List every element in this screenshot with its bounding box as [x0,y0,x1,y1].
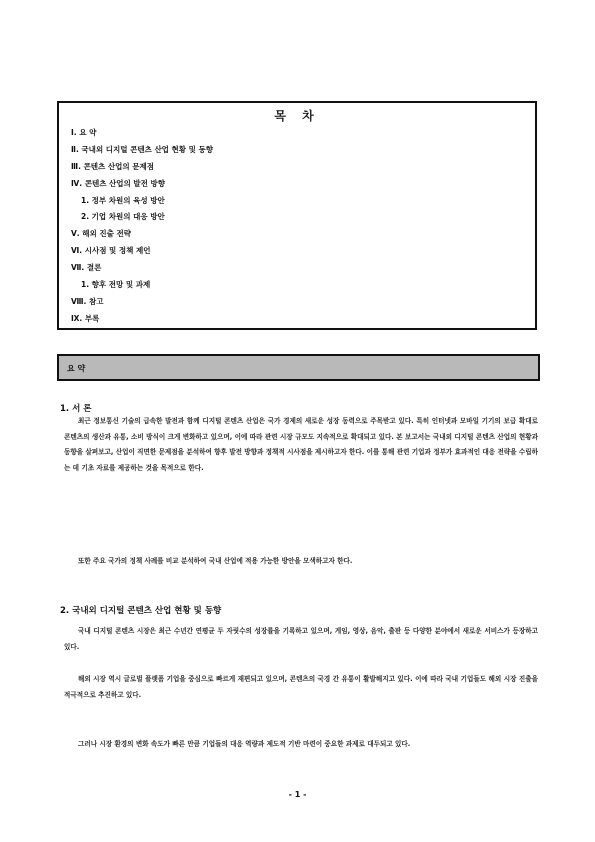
toc-item: Ⅵ. 시사점 및 정책 제언 [71,246,151,256]
body-paragraph: 또한 주요 국가의 정책 사례를 비교 분석하여 국내 산업에 적용 가능한 방안을 모색하고자 한다. [78,557,353,565]
toc-item: 1. 정부 차원의 육성 방안 [81,195,165,205]
section-heading: 1. 서 론 [60,404,92,414]
body-paragraph: 해외 시장 역시 글로벌 플랫폼 기업을 중심으로 빠르게 재편되고 있으며, 콘텐츠의 국경 간 유통이 활발해지고 있다. 이에 따라 국내 기업들도 해외 시장 진출을 적극적으로 추진하고 있다. [64,675,538,699]
toc-item: Ⅷ. 참고 [71,296,104,306]
toc-item: Ⅱ. 국내외 디지털 콘텐츠 산업 현황 및 동향 [71,144,213,154]
page-number: - 1 - [288,790,307,799]
toc-item: Ⅶ. 결론 [71,263,102,273]
toc-list [71,125,523,328]
abstract-label: 요 약 [67,364,86,373]
section-heading: 2. 국내외 디지털 콘텐츠 산업 현황 및 동향 [60,606,222,616]
abstract-header [57,354,540,381]
toc-item: Ⅲ. 콘텐츠 산업의 문제점 [71,161,154,171]
toc-item: Ⅳ. 콘텐츠 산업의 발전 방향 [71,178,165,188]
toc-item: 2. 기업 차원의 대응 방안 [81,212,165,222]
body-paragraph: 국내 디지털 콘텐츠 시장은 최근 수년간 연평균 두 자릿수의 성장률을 기록하고 있으며, 게임, 영상, 음악, 출판 등 다양한 분야에서 새로운 서비스가 등장하고 있다. [64,627,538,651]
toc-item: 1. 향후 전망 및 과제 [81,280,151,290]
body-paragraph: 그러나 시장 환경의 변화 속도가 빠른 만큼 기업들의 대응 역량과 제도적 기반 마련이 중요한 과제로 대두되고 있다. [78,740,411,748]
toc-item: Ⅸ. 부록 [71,313,100,323]
toc-item: Ⅰ. 요 약 [71,128,97,137]
toc-title: 목 차 [274,109,320,123]
table-of-contents [57,101,537,330]
toc-item: Ⅴ. 해외 진출 전략 [71,229,131,239]
body-paragraph: 최근 정보통신 기술의 급속한 발전과 함께 디지털 콘텐츠 산업은 국가 경제의 새로운 성장 동력으로 주목받고 있다. 특히 인터넷과 모바일 기기의 보급 확대로 콘텐츠의 생산과 유통, 소비 방식이 크게 변화하고 있으며, 이에 따라 관련 시장 규모도 지속적으로 확대되고 있다. 본 보고서는 국내외 디지털 콘텐츠 산업의 현황과 동향을 살펴보고, 산업이 직면한 문제점을 분석하여 향후 발전 방향과 정책적 시사점을 제시하고자 한다. 이를 통해 관련 기업과 정부가 효과적인 대응 전략을 수립하는 데 기초 자료를 제공하는 것을 목적으로 한다. [64,417,538,472]
